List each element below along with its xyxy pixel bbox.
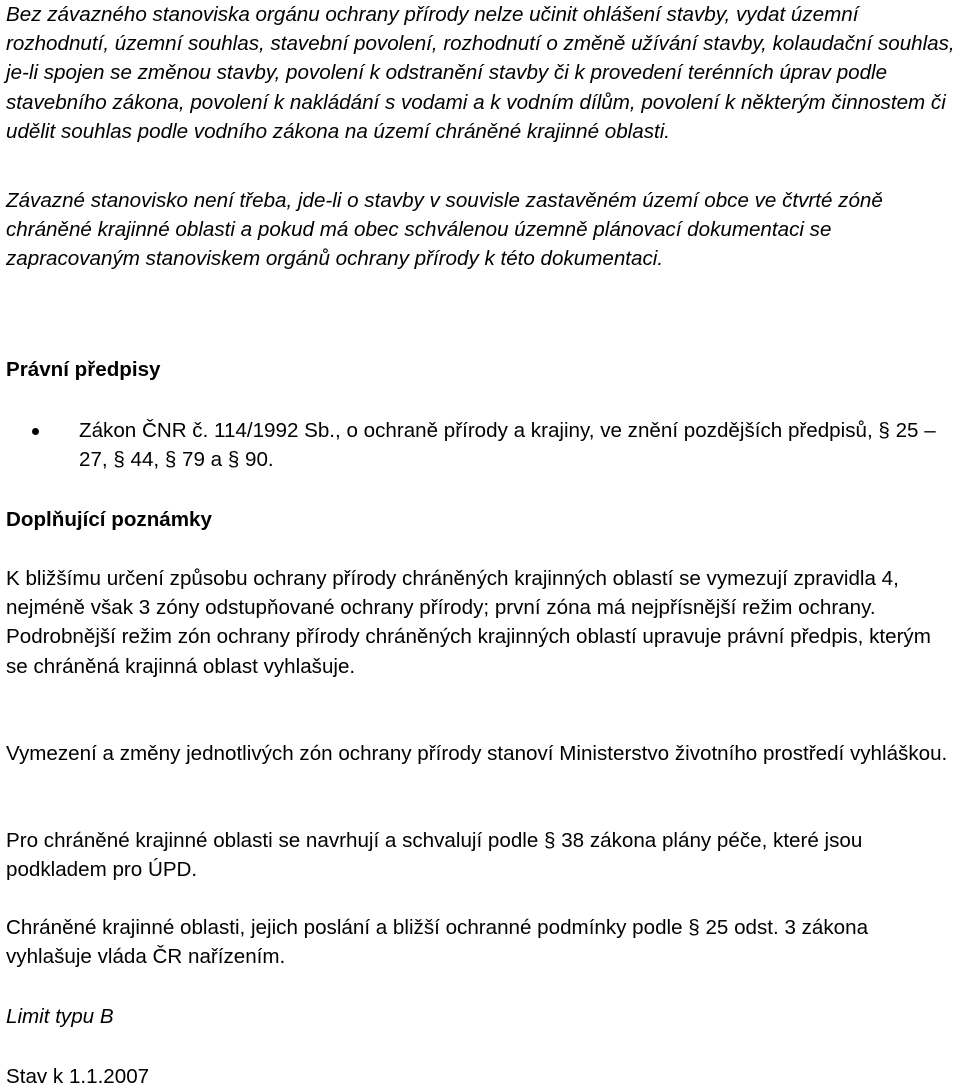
legal-item-text: Zákon ČNR č. 114/1992 Sb., o ochraně přírody a krajiny, ve znění pozdějších předpisů, § 25 – 27, § 44, § 79 a § 90. — [79, 419, 936, 471]
notes-heading: Doplňující poznámky — [6, 508, 212, 531]
limit-type: Limit typu B — [6, 1005, 114, 1028]
notes-paragraph: K bližšímu určení způsobu ochrany přírody chráněných krajinných oblastí se vymezují zpravidla 4, nejméně však 3 zóny odstupňované ochrany přírody; první zóna má nejpřísnější režim ochrany. Podrobnější režim zón ochrany přírody chráněných krajinných oblastí upravuje právní předpis, kterým se chráněná krajinná oblast vyhlašuje. — [6, 567, 931, 678]
list-item — [6, 416, 958, 474]
notes-paragraph: Vymezení a změny jednotlivých zón ochrany přírody stanoví Ministerstvo životního prostředí vyhláškou. — [6, 742, 948, 765]
legal-list — [6, 416, 958, 474]
intro-paragraph: Bez závazného stanoviska orgánu ochrany přírody nelze učinit ohlášení stavby, vydat územní rozhodnutí, územní souhlas, stavební povolení, rozhodnutí o změně užívání stavby, kolaudační souhlas, je-li spojen se změnou stavby, povolení k odstranění stavby či k provedení terénních úprav podle stavebního zákona, povolení k nakládání s vodami a k vodním dílům, povolení k některým činnostem či udělit souhlas podle vodního zákona na území chráněné krajinné oblasti. — [6, 3, 955, 143]
status-date: Stav k 1.1.2007 — [6, 1065, 150, 1088]
notes-paragraph: Chráněné krajinné oblasti, jejich poslání a bližší ochranné podmínky podle § 25 odst. 3 zákona vyhlašuje vláda ČR nařízením. — [6, 916, 869, 969]
notes-paragraph: Pro chráněné krajinné oblasti se navrhují a schvalují podle § 38 zákona plány péče, které jsou podkladem pro ÚPD. — [6, 829, 863, 882]
bullet-icon — [32, 428, 39, 435]
exception-paragraph: Závazné stanovisko není třeba, jde-li o stavby v souvisle zastavěném území obce ve čtvrté zóně chráněné krajinné oblasti a pokud má obec schválenou územně plánovací dokumentaci se zapracovaným stanoviskem orgánů ochrany přírody k této dokumentaci. — [6, 189, 883, 271]
legal-heading: Právní předpisy — [6, 358, 161, 381]
